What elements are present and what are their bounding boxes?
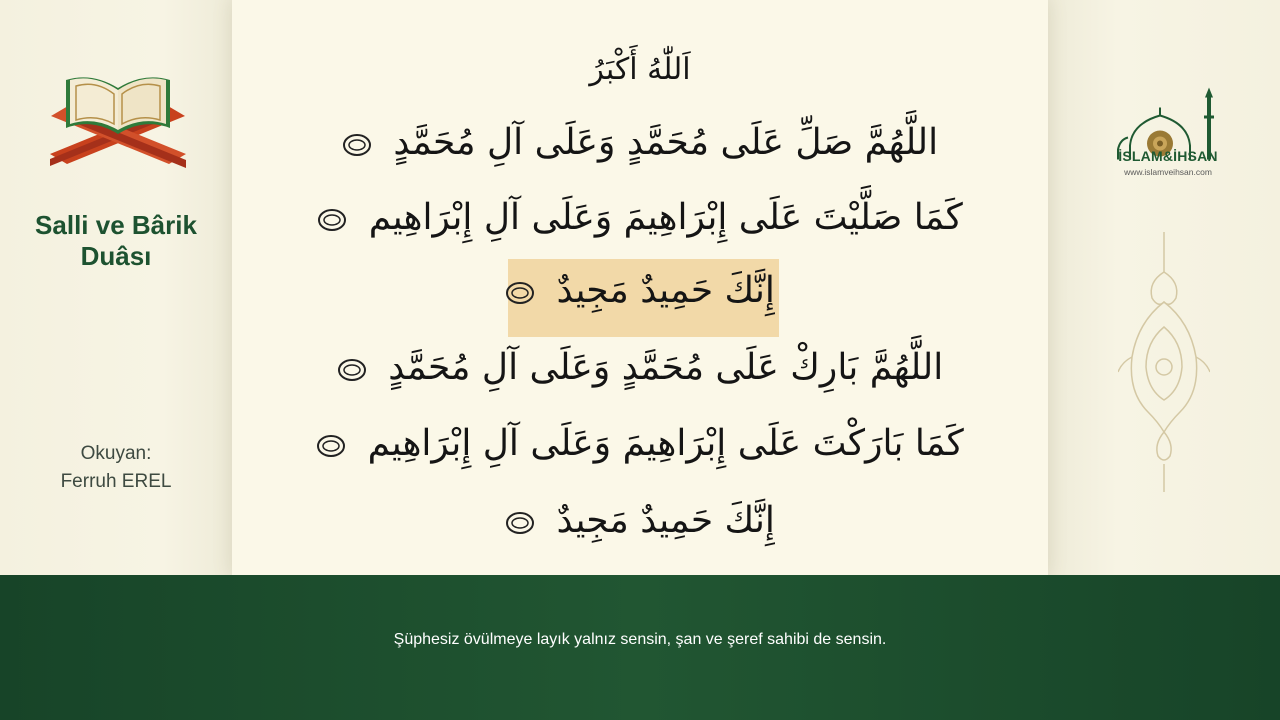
floral-ornament-icon bbox=[1118, 232, 1210, 492]
verse-end-marker-icon bbox=[342, 133, 372, 157]
verse-text: اَللّٰهُ أَكْبَرُ bbox=[589, 52, 691, 87]
verse-end-marker-icon bbox=[505, 281, 535, 305]
verse-text: إِنَّكَ حَمِيدٌ مَجِيدٌ bbox=[556, 500, 775, 541]
verse-text: اللَّهُمَّ صَلِّ عَلَى مُحَمَّدٍ وَعَلَى آلِ مُحَمَّدٍ bbox=[393, 122, 939, 163]
verse-line-2 bbox=[232, 197, 1048, 238]
page-title-line-2: Duâsı bbox=[80, 241, 152, 271]
verse-text: إِنَّكَ حَمِيدٌ مَجِيدٌ bbox=[556, 270, 775, 311]
verse-line-1 bbox=[232, 122, 1048, 163]
page-title-line-1: Salli ve Bârik bbox=[35, 210, 197, 240]
verse-end-marker-icon bbox=[337, 358, 367, 382]
reader-credit bbox=[16, 440, 216, 496]
verse-line-4 bbox=[232, 347, 1048, 388]
verse-end-marker-icon bbox=[316, 434, 346, 458]
verse-text: اللَّهُمَّ بَارِكْ عَلَى مُحَمَّدٍ وَعَلَى آلِ مُحَمَّدٍ bbox=[388, 347, 944, 388]
verse-end-marker-icon bbox=[317, 208, 347, 232]
brand-url: www.islamveihsan.com bbox=[1124, 167, 1212, 177]
verse-line-6 bbox=[232, 500, 1048, 541]
verse-text: كَمَا صَلَّيْتَ عَلَى إِبْرَاهِيمَ وَعَلَى آلِ إِبْرَاهِيم bbox=[368, 197, 963, 238]
reader-label: Okuyan: bbox=[80, 443, 152, 464]
verse-end-marker-icon bbox=[505, 511, 535, 535]
brand-name: İSLAM&İHSAN bbox=[1118, 148, 1218, 164]
verse-takbir bbox=[232, 52, 1048, 87]
verse-text: كَمَا بَارَكْتَ عَلَى إِبْرَاهِيمَ وَعَلَى آلِ إِبْرَاهِيم bbox=[367, 423, 964, 464]
reader-name: Ferruh EREL bbox=[60, 471, 172, 492]
verse-line-5 bbox=[232, 423, 1048, 464]
quran-on-stand-icon bbox=[40, 62, 195, 187]
translation-subtitle: Şüphesiz övülmeye layık yalnız sensin, şan ve şeref sahibi de sensin. bbox=[393, 631, 887, 648]
verse-line-3 bbox=[232, 270, 1048, 311]
page-title bbox=[16, 210, 216, 272]
